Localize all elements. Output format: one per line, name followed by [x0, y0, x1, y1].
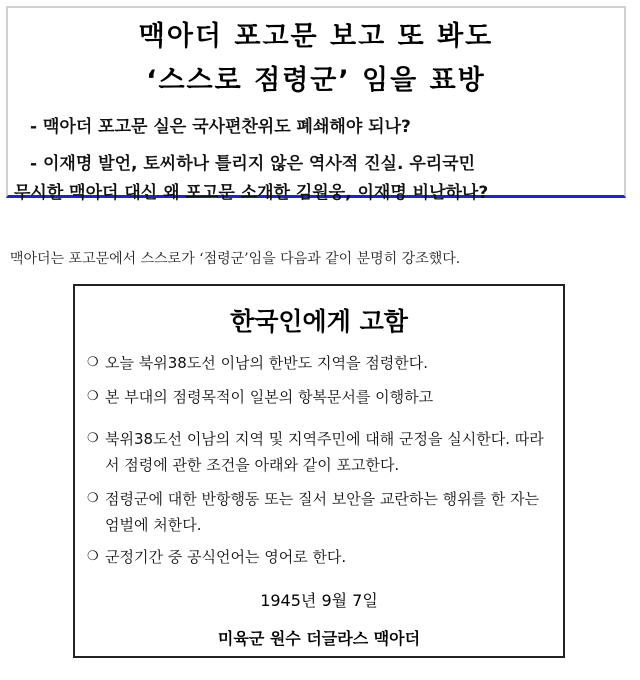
headline-title-line1: 맥아더 포고문 보고 또 봐도	[138, 21, 494, 52]
circle-bullet-icon: ❍	[87, 355, 99, 370]
circle-bullet-icon: ❍	[87, 389, 99, 404]
headline-box	[6, 6, 626, 203]
circle-bullet-icon: ❍	[87, 431, 99, 446]
intro-paragraph: 맥아더는 포고문에서 스스로가 ‘점령군’임을 다음과 같이 분명히 강조했다.	[10, 251, 461, 267]
headline-title-line2: ‘스스로 점령군’ 임을 표방	[146, 65, 486, 96]
proclamation-item	[87, 426, 549, 478]
proclamation-item-text: 본 부대의 점령목적이 일본의 항복문서를 이행하고	[105, 388, 434, 406]
proclamation-item-text: 오늘 북위38도선 이남의 한반도 지역을 점령한다.	[105, 354, 429, 372]
proclamation-date: 1945년 9월 7일	[260, 591, 378, 610]
headline-subpoint-3: 무시한 맥아더 대신 왜 포고문 소개한 김원웅, 이재명 비난하나?	[14, 183, 489, 203]
proclamation-item	[87, 544, 549, 570]
proclamation-item	[87, 350, 549, 376]
proclamation-item-text: 군정기간 중 공식언어는 영어로 한다.	[105, 548, 347, 566]
headline-subpoint-1: - 맥아더 포고문 실은 국사편찬위도 폐쇄해야 되나?	[30, 117, 411, 137]
headline-subpoint-2: - 이재명 발언, 토씨하나 틀리지 않은 역사적 진실. 우리국민	[30, 154, 476, 174]
circle-bullet-icon: ❍	[87, 549, 99, 564]
proclamation-item-text: 북위38도선 이남의 지역 및 지역주민에 대해 군정을 실시한다. 따라서 점령에 관한 조건을 아래와 같이 포고한다.	[105, 430, 544, 474]
proclamation-item	[87, 384, 549, 410]
proclamation-title: 한국인에게 고함	[230, 307, 408, 336]
circle-bullet-icon: ❍	[87, 491, 99, 506]
proclamation-box	[73, 284, 565, 658]
proclamation-signature: 미육군 원수 더글라스 맥아더	[217, 629, 421, 648]
proclamation-item	[87, 486, 549, 538]
proclamation-item-text: 점령군에 대한 반항행동 또는 질서 보안을 교란하는 행위를 한 자는 엄벌에 처한다.	[105, 490, 540, 534]
